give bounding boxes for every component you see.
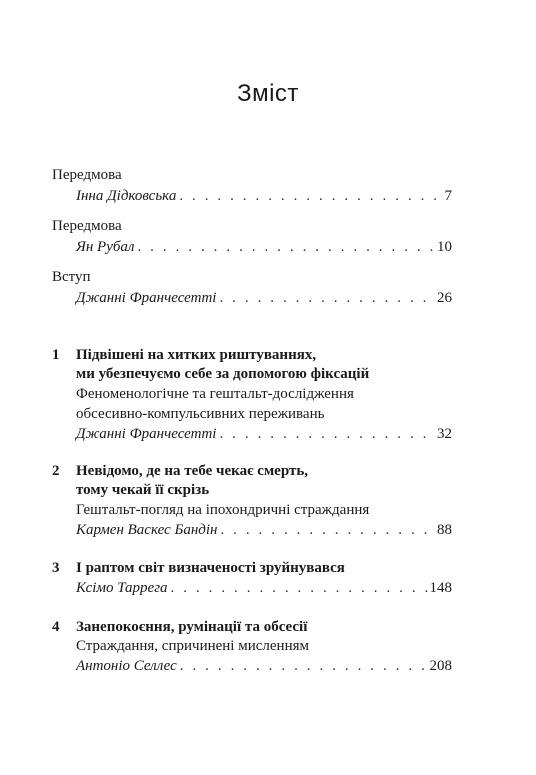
chapter-subtitle: Гештальт-погляд на іпохондричні страждання [76,502,370,518]
leader-dots [219,425,435,444]
chapter-title[interactable]: Підвішені на хитких риштуваннях, [76,347,317,363]
chapter-author-line[interactable] [76,521,452,540]
entry-page-number: 7 [444,188,452,204]
entry-page-number: 208 [429,658,452,674]
leader-dots [171,579,428,598]
leader-dots [220,521,435,540]
chapter-title[interactable]: тому чекай її скрізь [76,482,210,498]
entry-page-number: 26 [437,290,452,306]
leader-dots [180,657,428,676]
chapter-title[interactable]: І раптом світ визначеності зруйнувався [76,560,345,576]
entry-page-number: 88 [437,522,452,538]
chapter-subtitle: обсесивно-компульсивних переживань [76,406,325,422]
leader-dots [179,187,442,206]
chapter-number: 4 [52,619,60,635]
chapter-title[interactable]: Занепокоєння, румінації та обсесії [76,619,308,635]
leader-dots [137,238,435,257]
front-entry-author-line[interactable] [76,187,452,206]
entry-page-number: 32 [437,426,452,442]
entry-author: Джанні Франчесетті [76,290,217,306]
front-entry-author-line[interactable] [76,238,452,257]
entry-author: Антоніо Селлес [76,658,177,674]
chapter-number: 2 [52,463,60,479]
chapter-author-line[interactable] [76,579,452,598]
entry-author: Кармен Васкес Бандін [76,522,218,538]
front-entry-label: Передмова [52,167,122,183]
chapter-number: 1 [52,347,60,363]
front-entry-label: Передмова [52,218,122,234]
chapter-title[interactable]: ми убезпечуємо себе за допомогою фіксацій [76,366,370,382]
chapter-subtitle: Феноменологічне та гештальт-дослідження [76,386,354,402]
chapter-title[interactable]: Невідомо, де на тебе чекає смерть, [76,463,309,479]
entry-author: Ксімо Таррега [76,580,168,596]
entry-author: Джанні Франчесетті [76,426,217,442]
page-title: Зміст [237,80,299,107]
chapter-author-line[interactable] [76,657,452,676]
entry-author: Інна Дідковська [76,188,177,204]
front-entry-label: Вступ [52,269,91,285]
leader-dots [219,289,435,308]
chapter-author-line[interactable] [76,425,452,444]
chapter-number: 3 [52,560,60,576]
front-entry-author-line[interactable] [76,289,452,308]
chapter-subtitle: Страждання, спричинені мисленням [76,638,309,654]
entry-author: Ян Рубал [76,239,135,255]
entry-page-number: 148 [429,580,452,596]
entry-page-number: 10 [437,239,452,255]
